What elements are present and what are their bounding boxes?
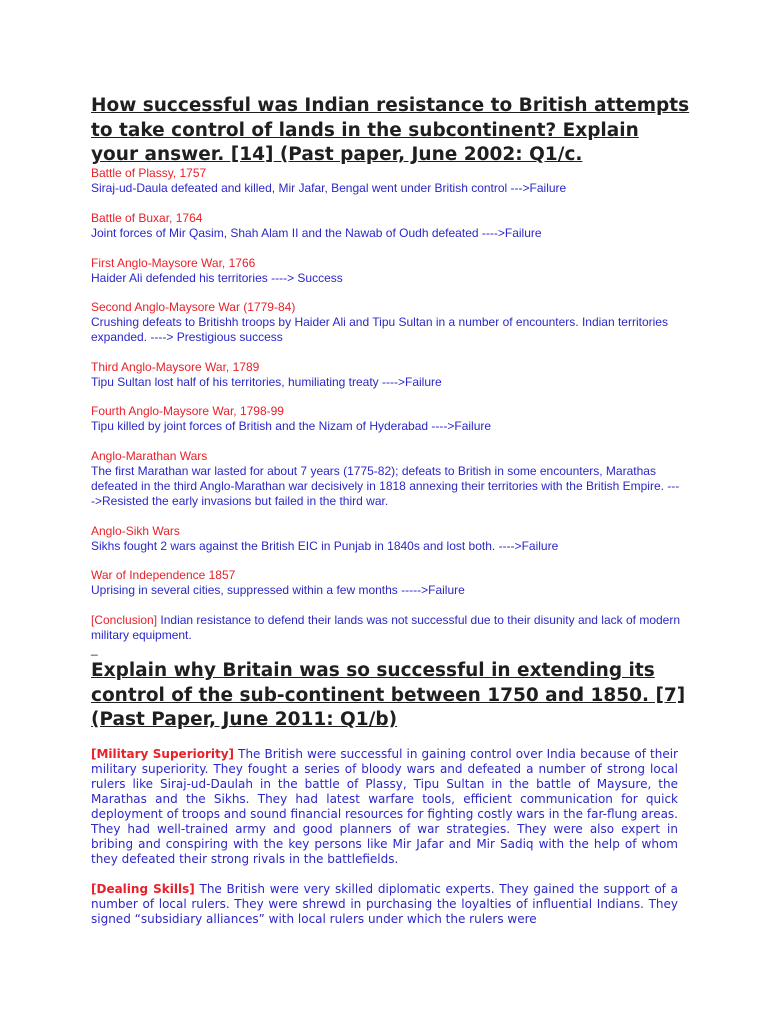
entry-anglo-sikh-wars: [91, 524, 681, 554]
entry-title: First Anglo-Maysore War, 1766: [91, 256, 256, 270]
entry-description: The first Marathan war lasted for about 7 years (1775-82); defeats to British in some encounters, Marathas defeated in the third Anglo-Marathan war decisively in 1818 annexing their territories with the British Empire. ---->Resisted the early invasions but failed in the third war.: [91, 464, 680, 508]
entry-description: Crushing defeats to Britishh troops by Haider Ali and Tipu Sultan in a number of encounters. Indian territories expanded. ----> Prestigious success: [91, 315, 668, 344]
entry-third-anglo-maysore-war: [91, 360, 681, 390]
paragraph-military-superiority: [91, 747, 678, 867]
entry-description: Sikhs fought 2 wars against the British EIC in Punjab in 1840s and lost both. ---->Failure: [91, 539, 559, 553]
entry-title: Anglo-Marathan Wars: [91, 449, 208, 463]
entry-battle-of-plassy: [91, 166, 681, 196]
entry-title: Second Anglo-Maysore War (1779-84): [91, 300, 296, 314]
entry-second-anglo-maysore-war: [91, 300, 681, 345]
entry-description: Uprising in several cities, suppressed within a few months ----->Failure: [91, 583, 465, 597]
paragraph-tag: [Military Superiority]: [91, 747, 235, 761]
entry-description: Joint forces of Mir Qasim, Shah Alam II and the Nawab of Oudh defeated ---->Failure: [91, 226, 542, 240]
conclusion-text: Indian resistance to defend their lands was not successful due to their disunity and lack of modern military equipment.: [91, 613, 681, 642]
entry-description: Haider Ali defended his territories ----> Success: [91, 271, 343, 285]
conclusion-paragraph: [91, 613, 681, 643]
paragraph-dealing-skills: [91, 882, 678, 927]
entry-title: Battle of Plassy, 1757: [91, 166, 207, 180]
entry-fourth-anglo-maysore-war: [91, 404, 681, 434]
stray-underscore: _: [91, 642, 98, 656]
entry-first-anglo-maysore-war: [91, 256, 681, 286]
conclusion-tag: [Conclusion]: [91, 613, 158, 627]
paragraph-text: The British were successful in gaining control over India because of their military superiority. They fought a series of bloody wars and defeated a number of strong local rulers like Siraj-ud-Daulah in the battle of Plassy, Tipu Sultan in the battle of Maysure, the Marathas and the Sikhs. They had latest warfare tools, efficient communication for quick deployment of troops and sound financial resources for fighting costly wars in the far-flung areas. They had well-trained army and good planners of war strategies. They were also expert in bribing and conspiring with the key persons like Mir Jafar and Mir Sadiq with the help of whom they defeated their strong rivals in the battlefields.: [91, 747, 678, 866]
entry-description: Tipu Sultan lost half of his territories, humiliating treaty ---->Failure: [91, 375, 442, 389]
entry-description: Siraj-ud-Daula defeated and killed, Mir Jafar, Bengal went under British control --->Failure: [91, 181, 567, 195]
question-2-heading: Explain why Britain was so successful in extending its control of the sub-continent between 1750 and 1850. [7] (Past Paper, June 2011: Q1/b): [91, 660, 686, 730]
paragraph-tag: [Dealing Skills]: [91, 882, 195, 896]
entry-title: Fourth Anglo-Maysore War, 1798-99: [91, 404, 284, 418]
entry-title: War of Independence 1857: [91, 568, 236, 582]
question-1-heading: How successful was Indian resistance to British attempts to take control of lands in the subcontinent? Explain your answer. [14] (Past paper, June 2002: Q1/c.: [91, 95, 690, 165]
entry-anglo-marathan-wars: [91, 449, 681, 509]
entry-description: Tipu killed by joint forces of British and the Nizam of Hyderabad ---->Failure: [91, 419, 492, 433]
entry-battle-of-buxar: [91, 211, 681, 241]
entry-war-of-independence: [91, 568, 681, 598]
entry-title: Third Anglo-Maysore War, 1789: [91, 360, 260, 374]
entry-title: Battle of Buxar, 1764: [91, 211, 203, 225]
paragraph-text: The British were very skilled diplomatic experts. They gained the support of a number of local rulers. They were shrewd in purchasing the loyalties of influential Indians. They signed “subsidiary alliances” with local rulers under which the rulers were: [91, 882, 679, 926]
entry-title: Anglo-Sikh Wars: [91, 524, 180, 538]
